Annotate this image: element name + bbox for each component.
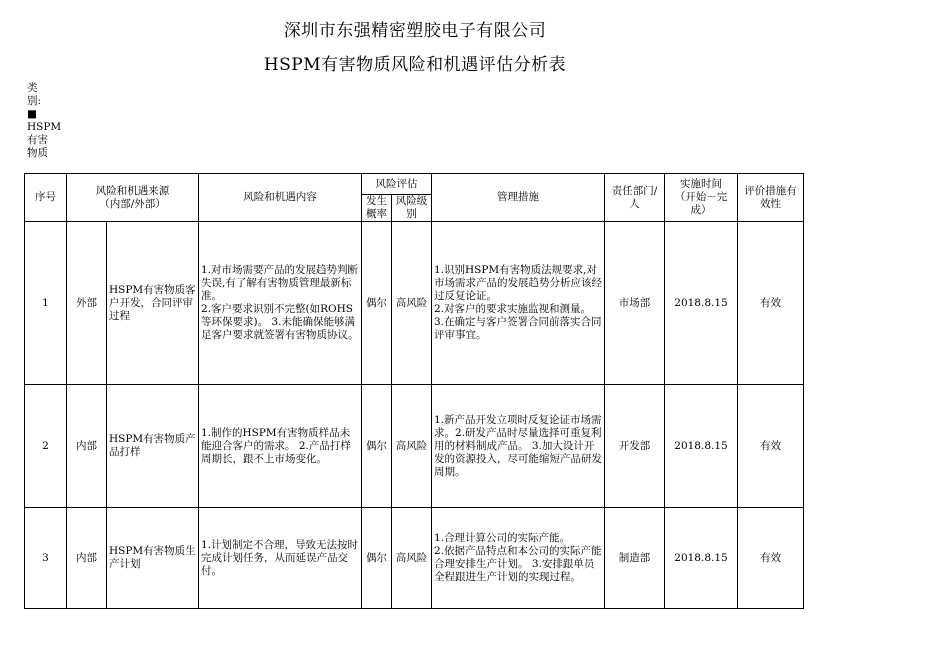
header-measures: 管理措施 bbox=[432, 174, 605, 222]
row-effect: 有效 bbox=[738, 222, 804, 385]
row-content: 1.对市场需要产品的发展趋势判断失误,有了解有害物质管理最新标准。 2.客户要求识别不完整(如ROHS等环保要求)。 3.未能确保能够满足客户要求就签署有害物质协议。 bbox=[199, 222, 362, 385]
table-row bbox=[25, 222, 804, 385]
header-effect: 评价措施有 效性 bbox=[738, 174, 804, 222]
row-seq: 3 bbox=[25, 508, 67, 609]
row-side: 内部 bbox=[67, 508, 107, 609]
table-row bbox=[25, 385, 804, 508]
header-level: 风险级 别 bbox=[392, 195, 432, 222]
row-source: HSPM有害物质生产计划 bbox=[107, 508, 199, 609]
header-source: 风险和机遇来源 （内部/外部） bbox=[67, 174, 199, 222]
row-content: 1.计划制定不合理，导致无法按时完成计划任务，从而延误产品交付。 bbox=[199, 508, 362, 609]
row-probability: 偶尔 bbox=[362, 222, 392, 385]
row-dept: 市场部 bbox=[605, 222, 665, 385]
row-measures: 1.新产品开发立项时反复论证市场需求。2.研发产品时尽量选择可重复利用的材料制成产品。 3.加大设计开发的资源投入，尽可能缩短产品研发周期。 bbox=[432, 385, 605, 508]
header-time: 实施时间 （开始－完成） bbox=[665, 174, 738, 222]
row-time: 2018.8.15 bbox=[665, 508, 738, 609]
header-risk-eval: 风险评估 bbox=[362, 174, 432, 195]
row-level: 高风险 bbox=[392, 222, 432, 385]
row-measures: 1.识别HSPM有害物质法规要求,对市场需求产品的发展趋势分析应该经过反复论证。 2.对客户的要求实施监视和测量。 3.在确定与客户签署合同前落实合同评审事宜。 bbox=[432, 222, 605, 385]
sheet-title: HSPM有害物质风险和机遇评估分析表 bbox=[263, 55, 567, 75]
row-seq: 1 bbox=[25, 222, 67, 385]
row-level: 高风险 bbox=[392, 385, 432, 508]
row-probability: 偶尔 bbox=[362, 385, 392, 508]
table-row bbox=[25, 508, 804, 609]
row-content: 1.制作的HSPM有害物质样品未能迎合客户的需求。 2.产品打样周期长，跟不上市场变化。 bbox=[199, 385, 362, 508]
row-side: 外部 bbox=[67, 222, 107, 385]
row-measures: 1.合理计算公司的实际产能。 2.依据产品特点和本公司的实际产能合理安排生产计划。 3.安排跟单员全程跟进生产计划的实现过程。 bbox=[432, 508, 605, 609]
row-dept: 开发部 bbox=[605, 385, 665, 508]
row-time: 2018.8.15 bbox=[665, 222, 738, 385]
row-effect: 有效 bbox=[738, 508, 804, 609]
row-effect: 有效 bbox=[738, 385, 804, 508]
row-time: 2018.8.15 bbox=[665, 385, 738, 508]
row-source: HSPM有害物质客户开发，合同评审过程 bbox=[107, 222, 199, 385]
row-side: 内部 bbox=[67, 385, 107, 508]
category-label: 类 别: ■ HSPM 有害 物质 bbox=[27, 82, 62, 159]
risk-table bbox=[24, 173, 804, 609]
row-source: HSPM有害物质产品打样 bbox=[107, 385, 199, 508]
header-dept: 责任部门/ 人 bbox=[605, 174, 665, 222]
row-dept: 制造部 bbox=[605, 508, 665, 609]
row-level: 高风险 bbox=[392, 508, 432, 609]
row-seq: 2 bbox=[25, 385, 67, 508]
company-name: 深圳市东强精密塑胶电子有限公司 bbox=[283, 21, 547, 41]
header-seq: 序号 bbox=[25, 174, 67, 222]
row-probability: 偶尔 bbox=[362, 508, 392, 609]
header-content: 风险和机遇内容 bbox=[199, 174, 362, 222]
header-probability: 发生 概率 bbox=[362, 195, 392, 222]
